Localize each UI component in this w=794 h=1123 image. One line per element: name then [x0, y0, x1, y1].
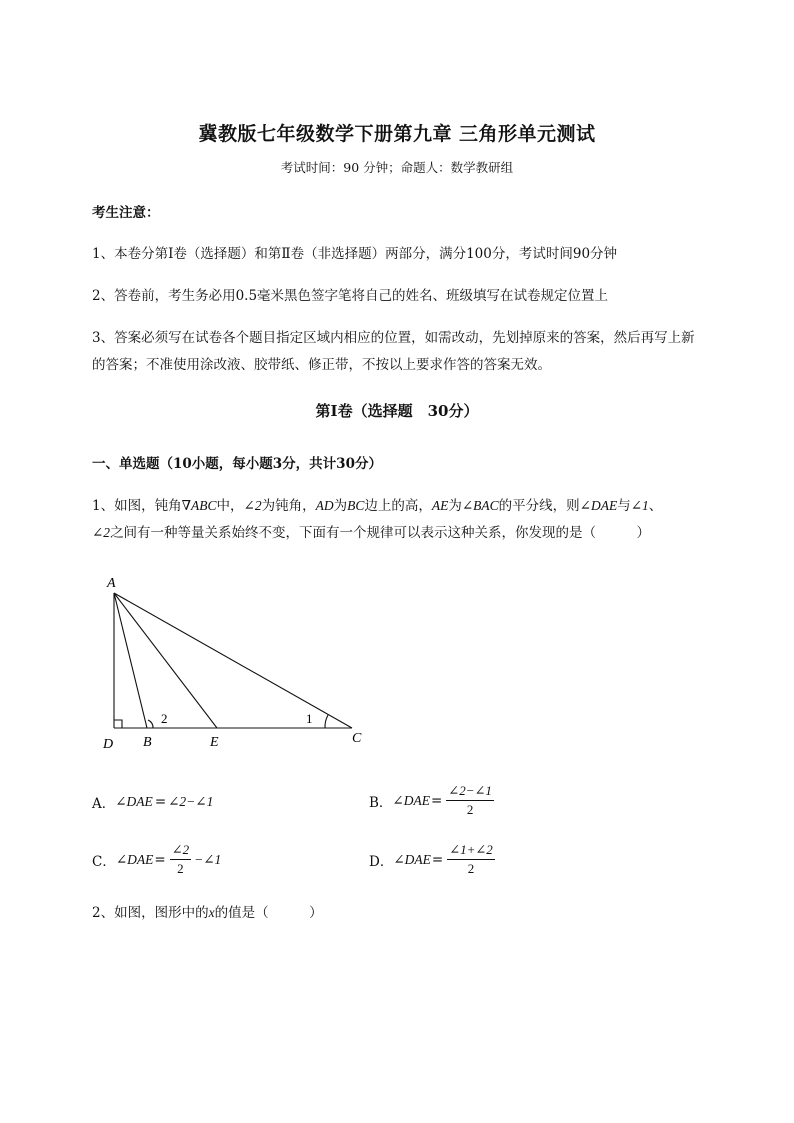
notice-item-1: 1、本卷分第Ⅰ卷（选择题）和第Ⅱ卷（非选择题）两部分，满分100分，考试时间90分钟 — [92, 246, 618, 262]
section-title: 第Ⅰ卷（选择题 30分） — [315, 402, 479, 420]
label-d: D — [103, 737, 114, 752]
notice-item-3: 3、答案必须写在试卷各个题目指定区域内相应的位置，如需改动，先划掉原来的答案，然后再写上新 — [92, 330, 695, 346]
page-title: 冀教版七年级数学下册第九章 三角形单元测试 — [198, 123, 596, 145]
fraction: $\frac{\angle 2-\angle 1}{2}$ — [448, 783, 492, 817]
segment-ae — [114, 593, 217, 728]
notice-item-2: 2、答卷前，考生务必用0.5毫米黑色签字笔将自己的姓名、班级填写在试卷规定位置上 — [92, 288, 609, 304]
segment-ac — [114, 593, 352, 728]
label-e: E — [210, 735, 219, 750]
angle-2-arc — [148, 720, 153, 728]
angle-1-arc — [325, 715, 328, 728]
fraction: $\frac{\angle 1+\angle 2}{2}$ — [449, 842, 493, 876]
notice-heading: 考生注意： — [92, 205, 160, 221]
label-a: A — [107, 576, 116, 591]
q1-line-1: 1、如图，钝角∇ABC中，∠2为钝角，AD为BC边上的高，AE为∠BAC的平分线，则∠DAE与∠1、 — [92, 498, 663, 514]
label-angle-2: 2 — [161, 711, 168, 726]
q1-option-b[interactable]: B． ∠DAE = $\frac{\angle 2-\angle 1}{2}$ — [369, 783, 492, 817]
q1-line-2: ∠2之间有一种等量关系始终不变，下面有一个规律可以表示这种关系，你发现的是（ ） — [92, 525, 651, 541]
q1-triangle-figure — [95, 568, 375, 753]
q1-option-d[interactable]: D． ∠DAE = $\frac{\angle 1+\angle 2}{2}$ — [369, 842, 493, 876]
exam-info: 考试时间：90 分钟；命题人：数学教研组 — [280, 160, 514, 175]
fraction: $\frac{\angle 2}{2}$ — [171, 842, 190, 876]
notice-item-3-cont: 的答案；不准使用涂改液、胶带纸、修正带，不按以上要求作答的答案无效。 — [92, 357, 551, 373]
q2-line: 2、如图，图形中的x的值是（ ） — [92, 905, 323, 921]
part-title: 一、单选题（10小题，每小题3分，共计30分） — [92, 456, 382, 472]
right-angle-mark — [114, 720, 122, 728]
q1-option-a[interactable]: A． ∠DAE = ∠2−∠1 — [92, 794, 214, 812]
q1-option-c[interactable]: C． ∠DAE = $\frac{\angle 2}{2}$ −∠1 — [92, 842, 222, 876]
segment-ab — [114, 593, 147, 728]
label-c: C — [352, 731, 362, 746]
label-b: B — [143, 735, 152, 750]
label-angle-1: 1 — [306, 711, 313, 726]
